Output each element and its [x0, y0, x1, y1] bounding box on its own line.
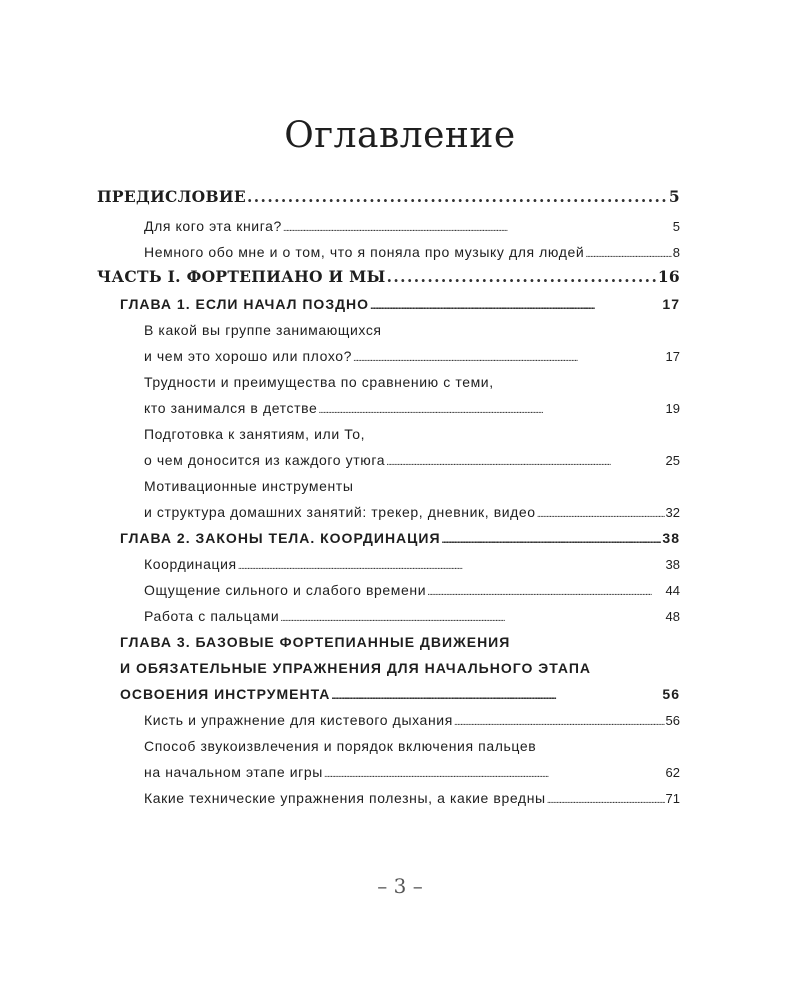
toc-entry[interactable]: [144, 390, 680, 416]
toc-entry[interactable]: [144, 208, 680, 234]
leader-dots: [585, 244, 671, 260]
toc-entry-text: ГЛАВА 3. БАЗОВЫЕ ФОРТЕПИАННЫЕ ДВИЖЕНИЯ: [120, 634, 511, 650]
toc-entry-page: 19: [665, 401, 680, 416]
toc-entry-text: Мотивационные инструменты: [144, 478, 354, 494]
toc-entry[interactable]: [144, 312, 680, 338]
leader-dots: [386, 452, 664, 468]
toc-entry-chapter-3[interactable]: [120, 650, 680, 676]
toc-entry-chapter-1[interactable]: [120, 286, 680, 312]
toc-entry-page: 56: [662, 686, 680, 702]
toc-entry-text: ПРЕДИСЛОВИЕ: [97, 187, 246, 206]
toc-entry-page: 17: [662, 296, 680, 312]
toc-entry-page: 8: [672, 245, 680, 260]
toc-entry-page: 5: [672, 219, 680, 234]
leader-dots: [318, 400, 664, 416]
toc-entry-page: 38: [662, 530, 680, 546]
leader-dots: [247, 187, 668, 206]
toc-entry-text: кто занимался в детстве: [144, 400, 318, 416]
toc-entry[interactable]: [144, 494, 680, 520]
page-number: – 3 –: [377, 874, 423, 898]
toc-entry-text: Подготовка к занятиям, или То,: [144, 426, 366, 442]
toc-entry[interactable]: [144, 598, 680, 624]
toc-entry-text: и структура домашних занятий: трекер, дневник, видео: [144, 504, 536, 520]
toc-entry-page: 48: [665, 609, 680, 624]
toc-entry[interactable]: [144, 702, 680, 728]
leader-dots: [454, 712, 665, 728]
toc-entry-chapter-2[interactable]: [120, 520, 680, 546]
leader-dots: [283, 218, 672, 234]
leader-dots: [537, 504, 665, 520]
leader-dots: [427, 582, 664, 598]
toc-entry-text: Работа с пальцами: [144, 608, 280, 624]
leader-dots: [442, 530, 662, 546]
toc-entry[interactable]: [144, 754, 680, 780]
toc-entry-page: 16: [657, 267, 680, 286]
leader-dots: [370, 296, 661, 312]
leader-dots: [324, 764, 665, 780]
toc-entry-page: 5: [668, 187, 680, 206]
leader-dots: [238, 556, 665, 572]
toc-entry-page: 44: [665, 583, 680, 598]
toc-entry-text: Немного обо мне и о том, что я поняла про музыку для людей: [144, 244, 585, 260]
toc-entry-page: 56: [665, 713, 680, 728]
toc-entry[interactable]: [144, 546, 680, 572]
toc-entry-text: Для кого эта книга?: [144, 218, 282, 234]
toc-entry-chapter-3[interactable]: [120, 676, 680, 702]
toc-entry-text: ГЛАВА 2. ЗАКОНЫ ТЕЛА. КООРДИНАЦИЯ: [120, 530, 441, 546]
toc-entry-chapter-3[interactable]: [120, 624, 680, 650]
toc-entry-text: ЧАСТЬ I. ФОРТЕПИАНО И МЫ: [97, 267, 386, 286]
leader-dots: [331, 686, 661, 702]
toc-entry[interactable]: [144, 442, 680, 468]
toc-entry[interactable]: [144, 416, 680, 442]
toc-entry[interactable]: [144, 572, 680, 598]
toc-entry-text: Кисть и упражнение для кистевого дыхания: [144, 712, 453, 728]
toc-entry-text: И ОБЯЗАТЕЛЬНЫЕ УПРАЖНЕНИЯ ДЛЯ НАЧАЛЬНОГО ЭТАПА: [120, 660, 592, 676]
toc-entry-text: Координация: [144, 556, 237, 572]
toc-entry-text: В какой вы группе занимающихся: [144, 322, 382, 338]
toc-entry[interactable]: [144, 780, 680, 806]
toc-entry[interactable]: [144, 338, 680, 364]
toc-entry-text: на начальном этапе игры: [144, 764, 323, 780]
toc-entry-text: ОСВОЕНИЯ ИНСТРУМЕНТА: [120, 686, 331, 702]
toc-entry-text: Какие технические упражнения полезны, а какие вредны: [144, 790, 546, 806]
leader-dots: [353, 348, 665, 364]
toc-entry-page: 71: [665, 791, 680, 806]
toc-entry[interactable]: [144, 234, 680, 260]
leader-dots: [280, 608, 664, 624]
toc-entry[interactable]: [144, 728, 680, 754]
leader-dots: [387, 267, 657, 286]
toc-entry-text: Ощущение сильного и слабого времени: [144, 582, 427, 598]
toc-entry-page: 32: [665, 505, 680, 520]
toc-entry-text: Трудности и преимущества по сравнению с теми,: [144, 374, 494, 390]
toc-entry[interactable]: [144, 468, 680, 494]
toc-entry-preface[interactable]: [97, 180, 680, 206]
toc-entry-text: о чем доносится из каждого утюга: [144, 452, 386, 468]
page-title: Оглавление: [284, 115, 516, 156]
toc-entry-page: 38: [665, 557, 680, 572]
toc-entry-text: Способ звукоизвлечения и порядок включения пальцев: [144, 738, 537, 754]
toc-entry-page: 62: [665, 765, 680, 780]
toc-entry[interactable]: [144, 364, 680, 390]
leader-dots: [547, 790, 665, 806]
toc-entry-text: и чем это хорошо или плохо?: [144, 348, 353, 364]
toc-entry-page: 25: [665, 453, 680, 468]
toc-entry-page: 17: [665, 349, 680, 364]
toc-entry-part-1[interactable]: [97, 260, 680, 286]
toc-entry-text: ГЛАВА 1. ЕСЛИ НАЧАЛ ПОЗДНО: [120, 296, 370, 312]
